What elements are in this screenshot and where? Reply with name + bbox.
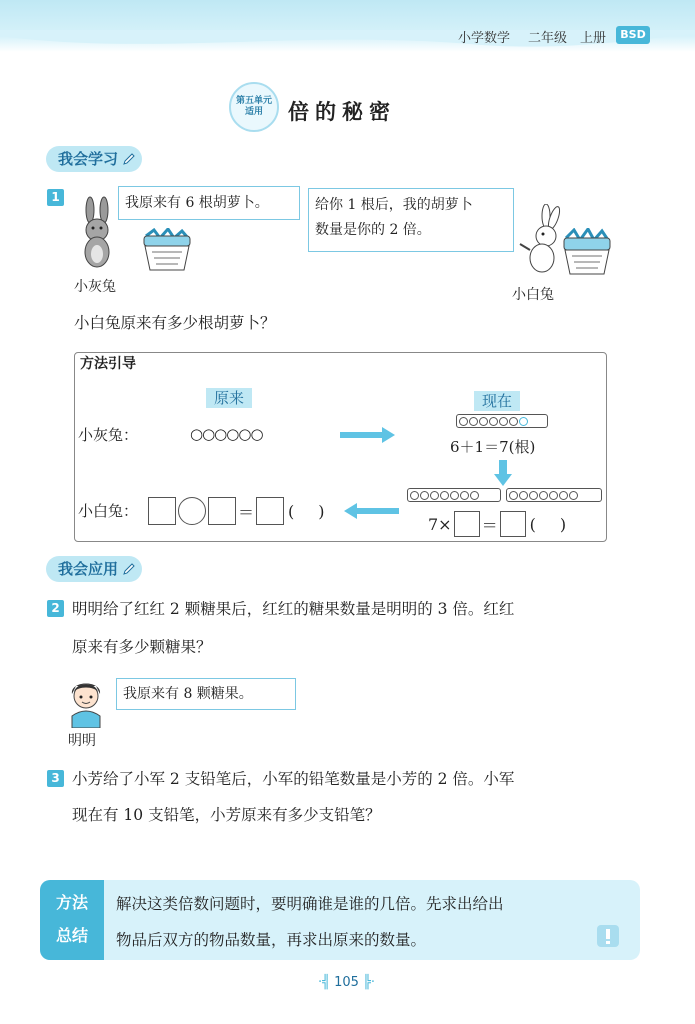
grey-now-bead-bar [456,414,548,428]
bead [549,491,558,500]
problem1-question: 小白兔原来有多少根胡萝卜？ [74,314,276,332]
bead [559,491,568,500]
exclamation-icon [596,924,620,948]
section-learn-pill [46,146,142,172]
answer-box[interactable] [500,511,526,537]
times-seven: 7× [428,514,452,534]
problem3-text-line2: 现在有 10 支铅笔，小芳原来有多少支铅笔？ [72,806,381,824]
bead [499,417,508,426]
column-now-label: 现在 [474,391,520,411]
white-now-bead-bar-1 [407,488,501,502]
problem2-text-line2: 原来有多少颗糖果？ [72,638,212,656]
operator-circle[interactable] [178,497,206,525]
bead [460,491,469,500]
bead [519,491,528,500]
white-now-equation [428,511,566,537]
problem-number-2: 2 [47,600,64,617]
problem-number-1: 1 [47,189,64,206]
bead [569,491,578,500]
carrot-basket-icon [560,228,614,278]
summary-tab-line2: 总结 [55,926,88,945]
bead [509,417,518,426]
seal-line1: 第五单元 [235,96,272,106]
bead [440,491,449,500]
row-grey-label: 小灰兔： [78,426,139,444]
section-learn-label: 我会学习 [58,150,119,168]
bead [519,417,528,426]
bead [459,417,468,426]
pencil-icon [122,562,136,576]
bead [529,491,538,500]
bead [450,491,459,500]
bead [539,491,548,500]
white-rabbit-illustration [516,204,564,276]
pencil-icon [122,152,136,166]
mingming-name: 明明 [68,733,96,749]
bead [509,491,518,500]
section-apply-label: 我会应用 [58,560,119,578]
grey-rabbit-illustration [74,196,122,272]
mingming-speech: 我原来有 8 颗糖果。 [123,686,253,702]
bead [479,417,488,426]
white-rabbit-speech-line2: 数量是你的 2 倍。 [315,222,431,238]
grey-rabbit-name: 小灰兔 [74,279,116,295]
white-rabbit-name: 小白兔 [512,287,554,303]
header-subject: 小学数学 [458,31,511,46]
row-white-label: 小白兔： [78,502,139,520]
header-volume: 上册 [580,31,607,46]
bead [489,417,498,426]
method-guide-title: 方法引导 [80,356,136,372]
mingming-speech-bubble [116,678,296,710]
summary-text-line1: 解决这类倍数问题时，要明确谁是谁的几倍。先求出给出 [116,895,504,913]
answer-box[interactable] [256,497,284,525]
page-number-value: 105 [334,975,359,990]
edition-badge: BSD [616,26,650,44]
unit-open-paren: ( [288,501,295,521]
unit-seal [229,82,279,132]
unit-open-paren: ( [529,514,536,534]
boy-mingming-illustration [66,676,106,728]
white-original-equation [148,497,325,525]
answer-box[interactable] [148,497,176,525]
white-rabbit-speech-line1: 给你 1 根后，我的胡萝卜 [315,197,473,213]
white-rabbit-speech-bubble [308,188,514,252]
column-original-label: 原来 [206,388,252,408]
page-title: 倍的秘密 [288,100,396,124]
equals-sign: ＝ [481,515,498,535]
problem3-text-line1: 小芳给了小军 2 支铅笔后，小军的铅笔数量是小芳的 2 倍。小军 [72,770,515,788]
page-number: ·╣ 105 ╠· [318,975,376,990]
problem-number-3: 3 [47,770,64,787]
bead [469,417,478,426]
down-arrow-icon [494,460,512,486]
answer-box[interactable] [208,497,236,525]
grey-rabbit-speech-bubble [118,186,300,220]
header-grade: 二年级 [528,31,568,46]
bead [420,491,429,500]
white-now-bead-bar-2 [506,488,602,502]
summary-text [116,886,504,958]
seal-line2: 适用 [244,107,263,117]
bead [470,491,479,500]
summary-tab-line1: 方法 [55,893,88,912]
unit-close-paren: ) [559,514,567,534]
grey-rabbit-speech: 我原来有 6 根胡萝卜。 [125,195,269,211]
summary-text-line2: 物品后双方的物品数量，再求出原来的数量。 [116,931,427,949]
summary-tab [40,880,104,960]
equals-sign: ＝ [238,502,255,522]
right-arrow-icon [340,426,396,444]
grey-now-equation: 6＋1＝7(根) [450,438,536,456]
answer-box[interactable] [454,511,480,537]
problem2-text-line1: 明明给了红红 2 颗糖果后，红红的糖果数量是明明的 3 倍。红红 [72,600,515,618]
bead [410,491,419,500]
unit-close-paren: ) [318,501,325,521]
carrot-basket-icon [140,228,194,274]
left-arrow-icon [343,502,399,520]
grey-original-circles: ○○○○○○ [190,425,263,443]
section-apply-pill [46,556,142,582]
bead [430,491,439,500]
